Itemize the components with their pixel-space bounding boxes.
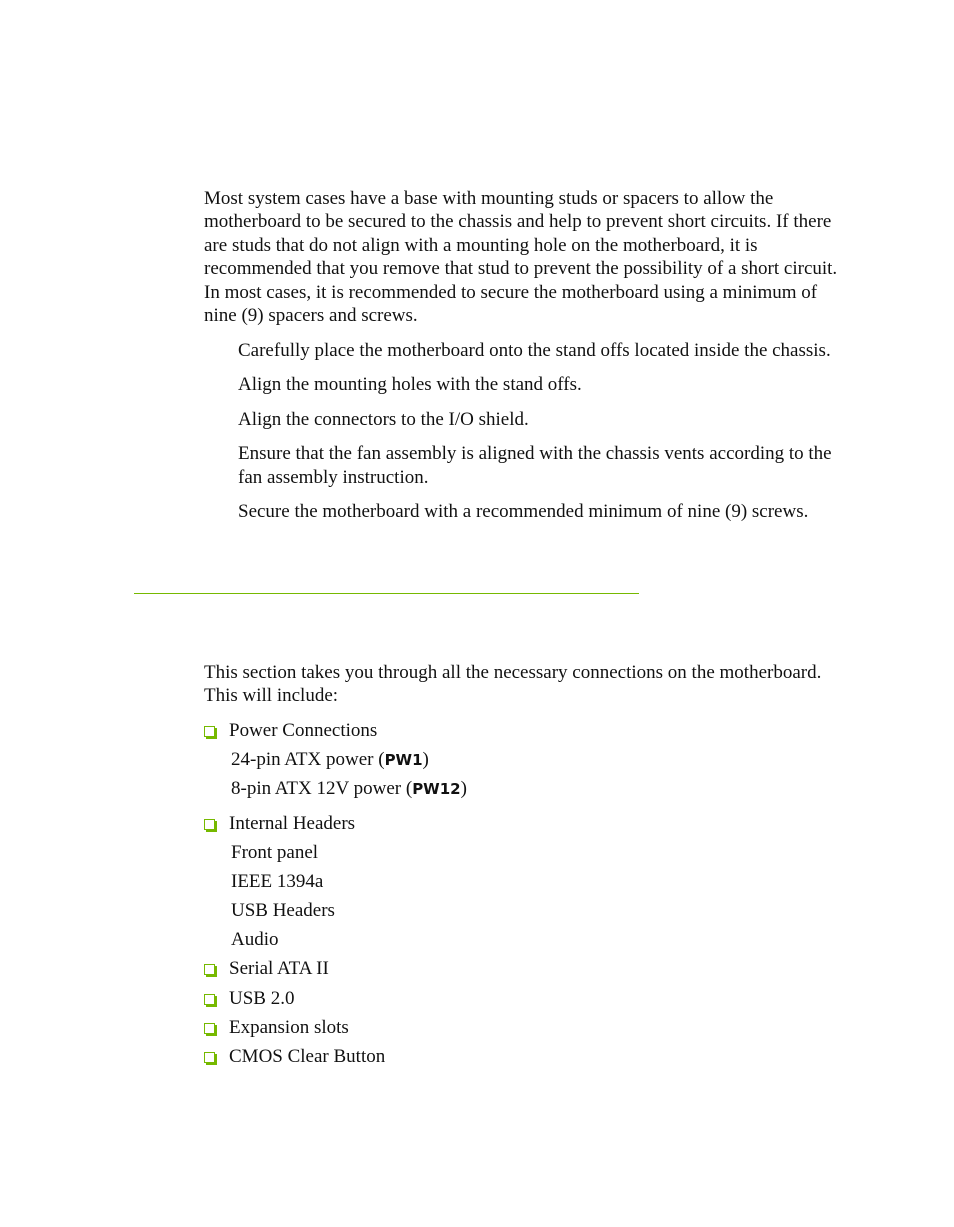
list-item-label: USB 2.0 xyxy=(229,988,295,1009)
sub-item-atx8 xyxy=(231,777,467,801)
connector-code: PW12 xyxy=(412,780,461,798)
list-item-label: Serial ATA II xyxy=(229,958,329,979)
list-item-sata xyxy=(204,957,329,981)
intro-paragraph: Most system cases have a base with mounting studs or spacers to allow the motherboard to be secured to the chassis and help to prevent short circuits. If there are studs that do not align with a mounting hole on the motherboard, it is recommended that you remove that stud to prevent the possibility of a short circuit. In most cases, it is recommended to secure the motherboard using a minimum of nine (9) spacers and screws. xyxy=(204,188,838,327)
sub-item: Front panel xyxy=(231,842,319,863)
step-item: Carefully place the motherboard onto the stand offs located inside the chassis. xyxy=(238,340,831,361)
checkbox-bullet-icon xyxy=(204,1052,215,1063)
sub-item: USB Headers xyxy=(231,900,335,921)
sub-item-atx24 xyxy=(231,748,429,772)
list-item-usb xyxy=(204,987,294,1011)
step-item: Ensure that the fan assembly is aligned with the chassis vents according to the fan assembly instruction. xyxy=(238,443,832,488)
step-item: Secure the motherboard with a recommended minimum of nine (9) screws. xyxy=(238,501,809,523)
sub-item-text: ) xyxy=(460,778,467,799)
checkbox-bullet-icon xyxy=(204,964,215,975)
checkbox-bullet-icon xyxy=(204,819,215,830)
step-item: Align the connectors to the I/O shield. xyxy=(238,408,529,430)
list-item-label: Internal Headers xyxy=(229,813,356,834)
sub-item-text: ) xyxy=(422,749,429,770)
list-item-label: CMOS Clear Button xyxy=(229,1046,386,1067)
checkbox-bullet-icon xyxy=(204,1023,215,1034)
installation-steps xyxy=(238,339,854,534)
step-item: Align the mounting holes with the stand offs. xyxy=(238,374,582,396)
list-item-expansion xyxy=(204,1016,349,1040)
sub-item: IEEE 1394a xyxy=(231,871,324,892)
list-item-cmos xyxy=(204,1045,385,1069)
section-intro-paragraph: This section takes you through all the necessary connections on the motherboard. This will include: xyxy=(204,662,822,707)
connector-code: PW1 xyxy=(384,751,423,769)
checkbox-bullet-icon xyxy=(204,726,215,737)
list-item-headers xyxy=(204,812,355,836)
section-divider xyxy=(134,593,639,594)
list-item-label: Power Connections xyxy=(229,720,378,741)
list-item-label: Expansion slots xyxy=(229,1017,349,1038)
sub-item: Audio xyxy=(231,929,279,950)
sub-item-text: 8-pin ATX 12V power ( xyxy=(231,778,413,799)
checkbox-bullet-icon xyxy=(204,994,215,1005)
sub-item-text: 24-pin ATX power ( xyxy=(231,749,385,770)
list-item-power xyxy=(204,719,377,743)
